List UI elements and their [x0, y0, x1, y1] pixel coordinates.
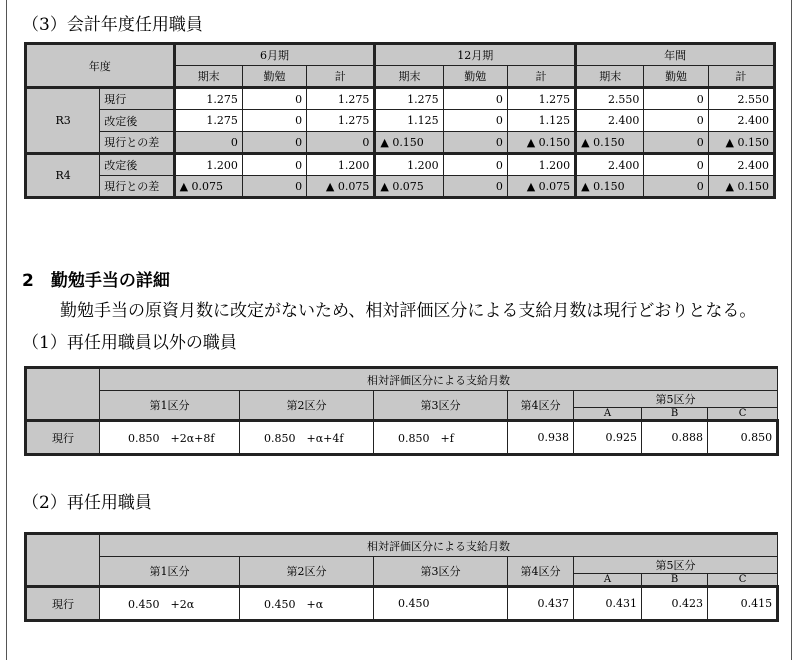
value-cell: 1.200 — [307, 154, 375, 176]
col-header: 第1区分 — [100, 391, 240, 421]
section2-heading: 2 勤勉手当の詳細 — [22, 271, 170, 291]
value-cell: 1.125 — [375, 110, 443, 132]
group-header-annual: 年間 — [576, 44, 775, 66]
group-header: 相対評価区分による支給月数 — [100, 534, 778, 557]
value-cell: 2.400 — [708, 110, 774, 132]
sub-col-header: B — [642, 408, 708, 421]
value-cell: 1.275 — [174, 88, 242, 110]
diff-cell: 0 — [242, 132, 306, 154]
row-label: 現行との差 — [100, 176, 174, 198]
diff-cell: 0 — [644, 132, 708, 154]
value-cell: 2.550 — [708, 88, 774, 110]
diff-cell: 0 — [443, 132, 507, 154]
sub-col-header: A — [574, 408, 642, 421]
col-header: 第4区分 — [508, 557, 574, 587]
group-header-june: 6月期 — [174, 44, 375, 66]
diff-cell: 0 — [307, 132, 375, 154]
sub-col-header: B — [642, 574, 708, 587]
section2-body: 勤勉手当の原資月数に改定がないため、相対評価区分による支給月数は現行どおりとなる。 — [60, 301, 757, 321]
value-cell: 0.437 — [508, 587, 574, 621]
subsection2-heading: （2）再任用職員 — [22, 493, 152, 513]
value-cell: 1.125 — [507, 110, 575, 132]
col-header: 第2区分 — [240, 557, 374, 587]
value-cell: 1.275 — [507, 88, 575, 110]
value-cell: 1.275 — [375, 88, 443, 110]
value-cell: 0.450 — [374, 587, 508, 621]
col-header: 第4区分 — [508, 391, 574, 421]
row-label: 現行との差 — [100, 132, 174, 154]
non-reappointed-staff-table — [24, 366, 779, 456]
sub-header: 勤勉 — [443, 66, 507, 88]
value-cell: 1.200 — [375, 154, 443, 176]
year-label-r4: R4 — [26, 154, 100, 198]
fiscal-year-staff-table — [24, 42, 776, 199]
value-cell: 0 — [644, 110, 708, 132]
value-cell: 0 — [443, 110, 507, 132]
sub-col-header: C — [708, 408, 778, 421]
value-cell: 0.415 — [708, 587, 778, 621]
value-cell: 0.850 +2α+8f — [100, 421, 240, 455]
row-label: 現行 — [100, 88, 174, 110]
value-cell: 0.925 — [574, 421, 642, 455]
value-cell: 2.550 — [576, 88, 644, 110]
value-cell: 0 — [242, 110, 306, 132]
diff-cell: 0 — [174, 132, 242, 154]
value-cell: 0.850 +α+4f — [240, 421, 374, 455]
col-header: 第3区分 — [374, 557, 508, 587]
sub-col-header: A — [574, 574, 642, 587]
value-cell: 0.850 — [708, 421, 778, 455]
value-cell: 2.400 — [708, 154, 774, 176]
value-cell: 2.400 — [576, 154, 644, 176]
value-cell: 1.200 — [174, 154, 242, 176]
section3-heading: （3）会計年度任用職員 — [22, 15, 203, 35]
value-cell: 1.275 — [307, 88, 375, 110]
value-cell: 0 — [242, 88, 306, 110]
year-header: 年度 — [26, 44, 175, 88]
diff-cell: ▲ 0.150 — [507, 132, 575, 154]
value-cell: 0 — [443, 88, 507, 110]
diff-cell: ▲ 0.150 — [576, 132, 644, 154]
row-label: 現行 — [26, 587, 100, 621]
sub-col-header: C — [708, 574, 778, 587]
value-cell: 0 — [644, 154, 708, 176]
row-label: 現行 — [26, 421, 100, 455]
value-cell: 0 — [242, 154, 306, 176]
value-cell: 1.200 — [507, 154, 575, 176]
value-cell: 0.888 — [642, 421, 708, 455]
diff-cell: ▲ 0.075 — [307, 176, 375, 198]
corner-cell — [26, 534, 100, 587]
value-cell: 2.400 — [576, 110, 644, 132]
diff-cell: 0 — [443, 176, 507, 198]
value-cell: 0.450 +α — [240, 587, 374, 621]
group-header: 相対評価区分による支給月数 — [100, 368, 778, 391]
diff-cell: ▲ 0.150 — [708, 176, 774, 198]
diff-cell: 0 — [644, 176, 708, 198]
value-cell: 0.450 +2α — [100, 587, 240, 621]
sub-header: 勤勉 — [644, 66, 708, 88]
value-cell: 0 — [644, 88, 708, 110]
reappointed-staff-table — [24, 532, 779, 622]
value-cell: 0 — [443, 154, 507, 176]
diff-cell: ▲ 0.150 — [375, 132, 443, 154]
year-label-r3: R3 — [26, 88, 100, 154]
sub-header: 計 — [708, 66, 774, 88]
sub-header: 計 — [507, 66, 575, 88]
value-cell: 0.423 — [642, 587, 708, 621]
diff-cell: ▲ 0.075 — [507, 176, 575, 198]
diff-cell: ▲ 0.075 — [174, 176, 242, 198]
value-cell: 0.431 — [574, 587, 642, 621]
col-header: 第5区分 — [574, 391, 778, 408]
corner-cell — [26, 368, 100, 421]
value-cell: 0.850 +f — [374, 421, 508, 455]
sub-header: 期末 — [576, 66, 644, 88]
col-header: 第3区分 — [374, 391, 508, 421]
sub-header: 期末 — [375, 66, 443, 88]
diff-cell: ▲ 0.150 — [576, 176, 644, 198]
row-label: 改定後 — [100, 154, 174, 176]
value-cell: 1.275 — [174, 110, 242, 132]
subsection1-heading: （1）再任用職員以外の職員 — [22, 333, 237, 353]
value-cell: 1.275 — [307, 110, 375, 132]
diff-cell: ▲ 0.075 — [375, 176, 443, 198]
diff-cell: ▲ 0.150 — [708, 132, 774, 154]
sub-header: 計 — [307, 66, 375, 88]
group-header-december: 12月期 — [375, 44, 576, 66]
sub-header: 期末 — [174, 66, 242, 88]
col-header: 第5区分 — [574, 557, 778, 574]
col-header: 第2区分 — [240, 391, 374, 421]
col-header: 第1区分 — [100, 557, 240, 587]
diff-cell: 0 — [242, 176, 306, 198]
sub-header: 勤勉 — [242, 66, 306, 88]
row-label: 改定後 — [100, 110, 174, 132]
value-cell: 0.938 — [508, 421, 574, 455]
